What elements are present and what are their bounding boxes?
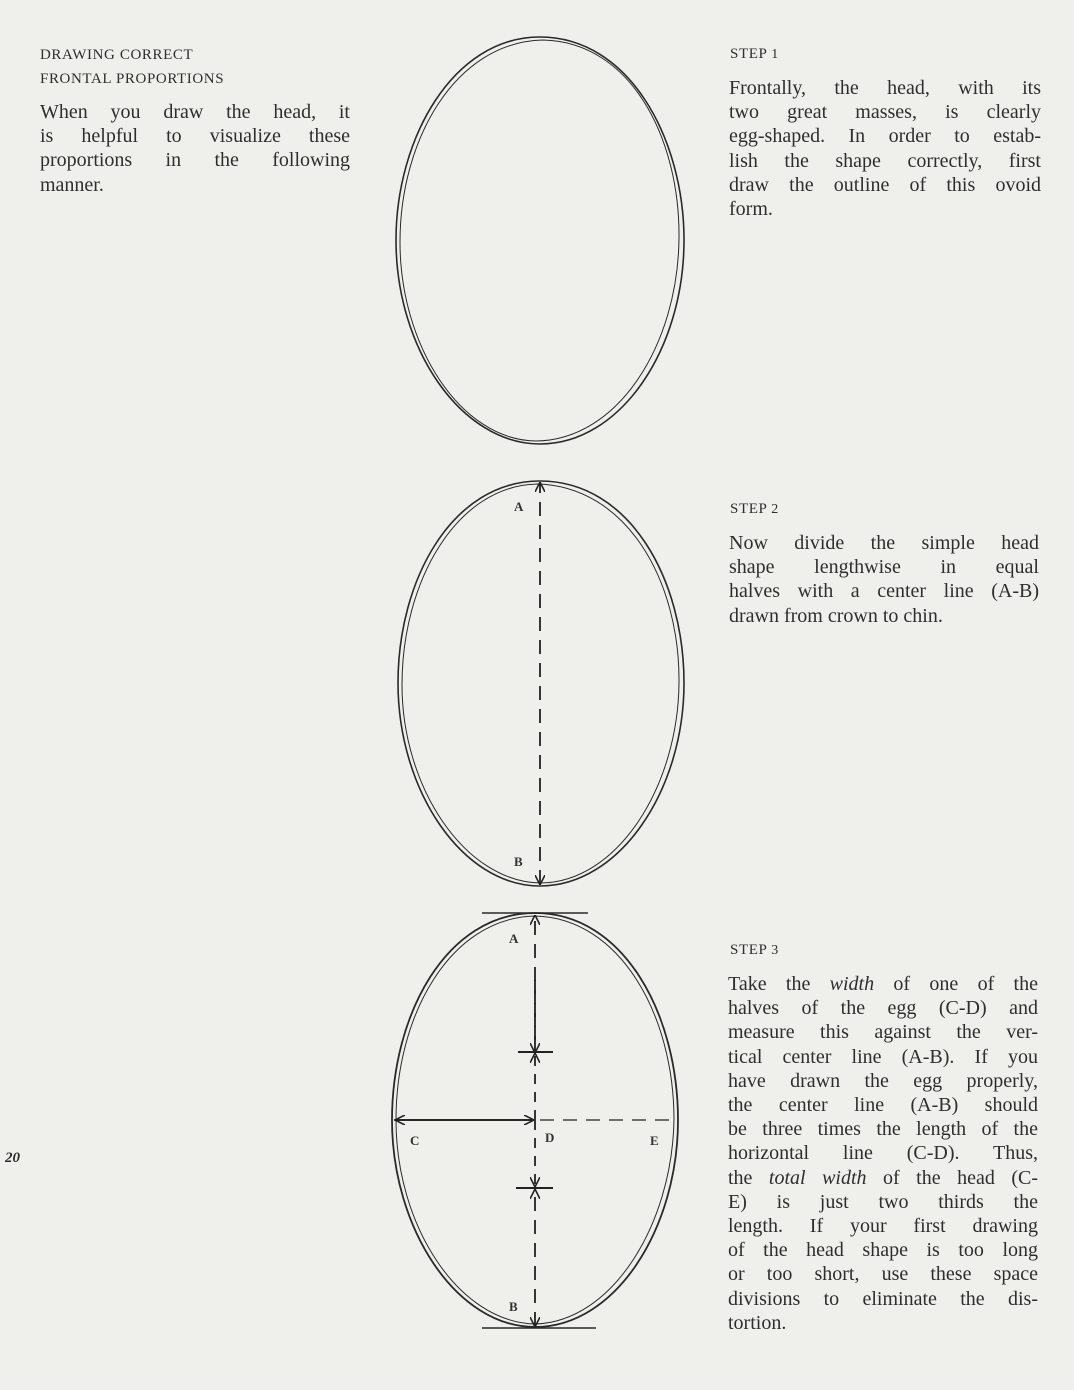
step-number: 2 bbox=[771, 502, 780, 517]
text-line: two great masses, is clearly bbox=[729, 101, 1041, 124]
text-line: Take the width of one of the bbox=[728, 973, 1038, 995]
proportion-lines bbox=[394, 916, 674, 1326]
text-line: tortion. bbox=[728, 1311, 787, 1334]
label-d: D bbox=[545, 1130, 555, 1145]
text-line: length. If your first drawing bbox=[728, 1215, 1038, 1238]
section-title-line: FRONTAL PROPORTIONS bbox=[40, 71, 225, 87]
text-line: be three times the length of the bbox=[728, 1118, 1038, 1141]
page-number: 20 bbox=[5, 1150, 20, 1166]
text-line: the center line (A-B) should bbox=[728, 1094, 1038, 1117]
label-b: B bbox=[509, 1299, 518, 1314]
text-line: E) is just two thirds the bbox=[728, 1190, 1038, 1213]
step-2-egg bbox=[398, 481, 684, 886]
step-label: STEP bbox=[730, 942, 767, 958]
step-label: STEP bbox=[730, 501, 767, 517]
section-title-line: DRAWING CORRECT bbox=[40, 47, 194, 63]
label-a: A bbox=[514, 499, 524, 514]
text-line: the total width of the head (C- bbox=[728, 1166, 1039, 1189]
text-line: Now divide the simple head bbox=[729, 532, 1039, 554]
text-line: or too short, use these space bbox=[728, 1263, 1038, 1286]
text-line: of the head shape is too long bbox=[728, 1239, 1038, 1262]
text-line: egg-shaped. In order to estab- bbox=[729, 125, 1041, 148]
step-label: STEP bbox=[730, 46, 767, 62]
text-line: tical center line (A-B). If you bbox=[728, 1045, 1038, 1068]
text-line: halves with a center line (A-B) bbox=[729, 580, 1039, 603]
text-line: When you draw the head, it bbox=[40, 101, 350, 123]
label-a: A bbox=[509, 931, 519, 946]
text-line: horizontal line (C-D). Thus, bbox=[728, 1142, 1038, 1165]
label-c: C bbox=[410, 1133, 420, 1148]
text-line: is helpful to visualize these bbox=[40, 125, 350, 148]
text-line: have drawn the egg properly, bbox=[728, 1069, 1038, 1092]
text-line: divisions to eliminate the dis- bbox=[728, 1287, 1038, 1310]
text-line: measure this against the ver- bbox=[728, 1021, 1038, 1044]
text-line: form. bbox=[729, 198, 773, 221]
text-line: manner. bbox=[40, 173, 104, 196]
step-1-egg bbox=[396, 37, 684, 444]
text-line: halves of the egg (C-D) and bbox=[728, 997, 1038, 1020]
text-line: drawn from crown to chin. bbox=[729, 604, 943, 627]
text-line: lish the shape correctly, first bbox=[729, 149, 1041, 172]
text-line: draw the outline of this ovoid bbox=[729, 173, 1041, 196]
label-b: B bbox=[514, 854, 523, 869]
step-number: 1 bbox=[771, 47, 780, 62]
step-number: 3 bbox=[771, 943, 780, 958]
text-line: shape lengthwise in equal bbox=[729, 556, 1039, 579]
text-line: proportions in the following bbox=[40, 149, 350, 172]
label-e: E bbox=[650, 1133, 659, 1148]
text-line: Frontally, the head, with its bbox=[729, 77, 1041, 99]
